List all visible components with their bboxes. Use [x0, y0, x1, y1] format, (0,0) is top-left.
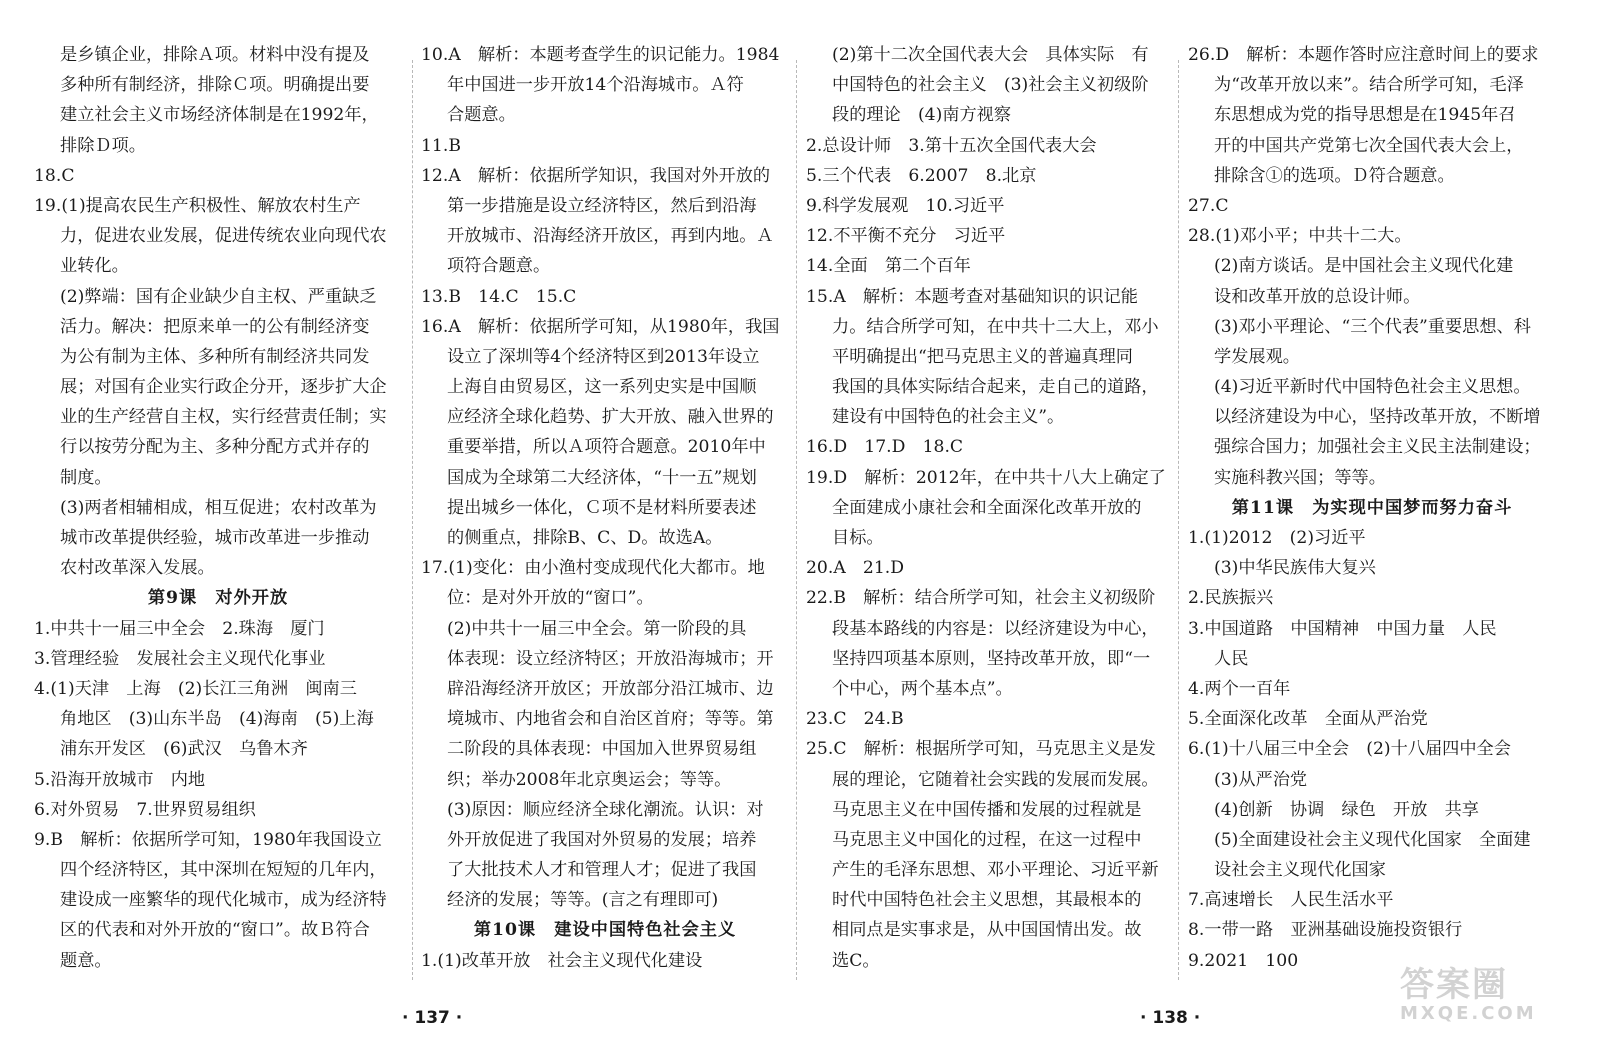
- text-line: 建设成一座繁华的现代化城市，成为经济特: [60, 890, 387, 911]
- page-number-right: · 138 ·: [1140, 1008, 1201, 1028]
- text-line: 3.管理经验 发展社会主义现代化事业: [34, 648, 326, 669]
- text-line: 个中心，两个基本点”。: [832, 678, 1013, 699]
- text-line: 提出城乡一体化，Ｃ项不是材料所要表述: [447, 497, 757, 518]
- text-line: 马克思主义中国化的过程，在这一过程中: [832, 829, 1142, 850]
- text-column-1: [34, 40, 402, 976]
- text-line: 制度。: [60, 467, 112, 488]
- text-line: 相同点是实事求是，从中国国情出发。故: [832, 920, 1142, 941]
- text-line: 重要举措，所以Ａ项符合题意。2010年中: [447, 437, 766, 458]
- text-line: 实施科教兴国；等等。: [1214, 467, 1386, 488]
- text-line: 产生的毛泽东思想、邓小平理论、习近平新: [832, 860, 1159, 881]
- text-line: 17.(1)变化：由小渔村变成现代化大都市。地: [421, 558, 765, 579]
- text-line: 全面建成小康社会和全面深化改革开放的: [832, 497, 1142, 518]
- text-line: 项符合题意。: [447, 256, 551, 277]
- text-line: 19.D 解析：2012年，在中共十八大上确定了: [806, 467, 1166, 488]
- text-line: 中国特色的社会主义 (3)社会主义初级阶: [832, 75, 1149, 96]
- text-line: 开的中国共产党第七次全国代表大会上，: [1214, 135, 1524, 156]
- page-number-left: · 137 ·: [402, 1008, 463, 1028]
- text-column-2: [421, 40, 789, 976]
- text-line: 5.三个代表 6.2007 8.北京: [806, 165, 1037, 186]
- text-line: 目标。: [832, 528, 884, 548]
- text-line: 9.B 解析：依据所学可知，1980年我国设立: [34, 829, 382, 850]
- text-line: 坚持四项基本原则，坚持改革开放，即“一: [832, 648, 1151, 669]
- text-line: 设社会主义现代化国家: [1214, 860, 1386, 881]
- text-line: 2.民族振兴: [1188, 588, 1274, 609]
- text-line: 展；对国有企业实行政企分开，逐步扩大企: [60, 377, 387, 398]
- text-line: 3.中国道路 中国精神 中国力量 人民: [1188, 618, 1497, 639]
- text-line: 应经济全球化趋势、扩大开放、融入世界的: [447, 407, 774, 428]
- text-line: 二阶段的具体表现：中国加入世界贸易组: [447, 739, 757, 760]
- text-line: 业转化。: [60, 256, 129, 277]
- text-line: 13.B 14.C 15.C: [421, 286, 577, 307]
- text-line: 上海自由贸易区，这一系列史实是中国顺: [447, 377, 757, 398]
- text-line: 展的理论，它随着社会实践的发展而发展。: [832, 769, 1159, 790]
- text-line: 26.D 解析：本题作答时应注意时间上的要求: [1188, 45, 1539, 65]
- text-line: 辟沿海经济开放区；开放部分沿江城市、边: [447, 678, 774, 699]
- text-line: 10.A 解析：本题考查学生的识记能力。1984: [421, 45, 780, 65]
- text-line: 1.(1)2012 (2)习近平: [1188, 528, 1366, 548]
- text-line: (3)邓小平理论、“三个代表”重要思想、科: [1214, 316, 1531, 337]
- text-line: (2)南方谈话。是中国社会主义现代化建: [1214, 256, 1514, 277]
- column-divider: [796, 60, 797, 980]
- text-line: 外开放促进了我国对外贸易的发展；培养: [447, 829, 757, 850]
- section-heading: 第10课 建设中国特色社会主义: [473, 920, 737, 941]
- text-line: 段基本路线的内容是：以经济建设为中心，: [832, 618, 1159, 639]
- text-line: 23.C 24.B: [806, 709, 904, 730]
- text-line: 9.2021 100: [1188, 950, 1299, 971]
- text-line: 是乡镇企业，排除Ａ项。材料中没有提及: [60, 45, 370, 65]
- text-line: 11.B: [421, 135, 461, 156]
- text-line: 段的理论 (4)南方视察: [832, 105, 1012, 126]
- text-line: 第一步措施是设立经济特区，然后到沿海: [447, 195, 757, 216]
- text-line: 排除Ｄ项。: [60, 135, 146, 156]
- text-line: 境城市、内地省会和自治区首府；等等。第: [447, 709, 774, 730]
- text-line: 5.全面深化改革 全面从严治党: [1188, 709, 1428, 730]
- text-line: 经济的发展；等等。(言之有理即可): [447, 890, 719, 911]
- text-line: 2.总设计师 3.第十五次全国代表大会: [806, 135, 1097, 156]
- text-line: 浦东开发区 (6)武汉 乌鲁木齐: [60, 739, 308, 760]
- text-line: 我国的具体实际结合起来，走自己的道路，: [832, 377, 1159, 398]
- text-line: 四个经济特区，其中深圳在短短的几年内，: [60, 860, 387, 881]
- watermark-text-line2: MXQE.COM: [1400, 1003, 1537, 1024]
- text-line: (4)习近平新时代中国特色社会主义思想。: [1214, 377, 1531, 398]
- text-line: 合题意。: [447, 105, 516, 126]
- text-line: 城市改革提供经验，城市改革进一步推动: [60, 528, 370, 548]
- text-line: 6.对外贸易 7.世界贸易组织: [34, 799, 256, 820]
- text-column-4: [1188, 40, 1556, 976]
- text-line: 排除含①的选项。Ｄ符合题意。: [1214, 165, 1455, 186]
- text-line: (3)中华民族伟大复兴: [1214, 558, 1376, 579]
- text-line: 开放城市、沿海经济开放区，再到内地。Ａ: [447, 226, 774, 247]
- text-line: 织；举办2008年北京奥运会；等等。: [447, 769, 732, 790]
- text-line: 力。结合所学可知，在中共十二大上，邓小: [832, 316, 1159, 337]
- text-line: 18.C: [34, 165, 75, 186]
- column-divider: [412, 60, 413, 980]
- watermark-text-line1: 答案圈: [1400, 965, 1508, 1005]
- text-line: 5.沿海开放城市 内地: [34, 769, 206, 790]
- text-line: 设和改革开放的总设计师。: [1214, 286, 1421, 307]
- text-line: 活力。解决：把原来单一的公有制经济变: [60, 316, 370, 337]
- text-line: 为公有制为主体、多种所有制经济共同发: [60, 346, 370, 367]
- text-line: 27.C: [1188, 195, 1229, 216]
- text-line: 行以按劳分配为主、多种分配方式并存的: [60, 437, 370, 458]
- text-line: (4)创新 协调 绿色 开放 共享: [1214, 799, 1479, 820]
- text-line: 选C。: [832, 950, 880, 971]
- text-line: 马克思主义在中国传播和发展的过程就是: [832, 799, 1142, 820]
- text-line: 为“改革开放以来”。结合所学可知，毛泽: [1214, 75, 1524, 96]
- text-line: 题意。: [60, 950, 112, 971]
- text-line: 角地区 (3)山东半岛 (4)海南 (5)上海: [60, 709, 374, 730]
- text-line: 学发展观。: [1214, 346, 1300, 367]
- text-line: (5)全面建设社会主义现代化国家 全面建: [1214, 829, 1531, 850]
- text-line: 强综合国力；加强社会主义民主法制建设；: [1214, 437, 1541, 458]
- text-line: 1.中共十一届三中全会 2.珠海 厦门: [34, 618, 325, 639]
- text-line: 人民: [1214, 648, 1249, 669]
- text-line: 28.(1)邓小平；中共十二大。: [1188, 226, 1412, 247]
- text-line: 4.两个一百年: [1188, 678, 1291, 699]
- text-line: 体表现：设立经济特区；开放沿海城市；开: [447, 648, 774, 669]
- text-line: (3)原因：顺应经济全球化潮流。认识：对: [447, 799, 764, 820]
- text-line: 6.(1)十八届三中全会 (2)十八届四中全会: [1188, 739, 1511, 760]
- text-line: 设立了深圳等4个经济特区到2013年设立: [447, 346, 760, 367]
- text-line: (2)中共十一届三中全会。第一阶段的具: [447, 618, 747, 639]
- text-line: 7.高速增长 人民生活水平: [1188, 890, 1394, 911]
- text-line: 22.B 解析：结合所学可知，社会主义初级阶: [806, 588, 1156, 609]
- text-line: 力，促进农业发展，促进传统农业向现代农: [60, 226, 387, 247]
- text-line: 16.A 解析：依据所学可知，从1980年，我国: [421, 316, 780, 337]
- text-column-3: [806, 40, 1174, 976]
- text-line: 东思想成为党的指导思想是在1945年召: [1214, 105, 1516, 126]
- text-line: 农村改革深入发展。: [60, 558, 215, 579]
- text-line: (3)两者相辅相成，相互促进；农村改革为: [60, 497, 377, 518]
- section-heading: 第9课 对外开放: [147, 588, 289, 609]
- text-line: 9.科学发展观 10.习近平: [806, 195, 1005, 216]
- text-line: 的侧重点，排除B、C、D。故选A。: [447, 528, 723, 548]
- text-line: 12.A 解析：依据所学知识，我国对外开放的: [421, 165, 771, 186]
- text-line: (2)弊端：国有企业缺少自主权、严重缺乏: [60, 286, 377, 307]
- text-line: 位：是对外开放的“窗口”。: [447, 588, 654, 609]
- text-line: 年中国进一步开放14个沿海城市。Ａ符: [447, 75, 744, 96]
- text-line: 多种所有制经济，排除Ｃ项。明确提出要: [60, 75, 370, 96]
- text-line: 20.A 21.D: [806, 558, 905, 579]
- text-line: 4.(1)天津 上海 (2)长江三角洲 闽南三: [34, 678, 357, 699]
- text-line: 了大批技术人才和管理人才；促进了我国: [447, 860, 757, 881]
- text-line: 15.A 解析：本题考查对基础知识的识记能: [806, 286, 1138, 307]
- text-line: 12.不平衡不充分 习近平: [806, 226, 1006, 247]
- text-line: 建立社会主义市场经济体制是在1992年，: [60, 105, 379, 126]
- watermark-logo: [1400, 967, 1570, 1027]
- text-line: 25.C 解析：根据所学可知，马克思主义是发: [806, 739, 1156, 760]
- text-line: 19.(1)提高农民生产积极性、解放农村生产: [34, 195, 361, 216]
- text-line: 14.全面 第二个百年: [806, 256, 971, 277]
- text-line: 区的代表和对外开放的“窗口”。故Ｂ符合: [60, 920, 370, 941]
- text-line: 业的生产经营自主权，实行经营责任制；实: [60, 407, 387, 428]
- text-line: 建设有中国特色的社会主义”。: [832, 407, 1065, 428]
- text-line: 平明确提出“把马克思主义的普遍真理同: [832, 346, 1133, 367]
- text-line: (2)第十二次全国代表大会 具体实际 有: [832, 45, 1149, 65]
- text-line: 以经济建设为中心，坚持改革开放，不断增: [1214, 407, 1541, 428]
- column-divider: [1178, 60, 1179, 980]
- text-line: 1.(1)改革开放 社会主义现代化建设: [421, 950, 703, 971]
- text-line: 国成为全球第二大经济体，“十一五”规划: [447, 467, 757, 488]
- text-line: 16.D 17.D 18.C: [806, 437, 964, 458]
- text-line: (3)从严治党: [1214, 769, 1308, 790]
- text-line: 8.一带一路 亚洲基础设施投资银行: [1188, 920, 1463, 941]
- section-heading: 第11课 为实现中国梦而努力奋斗: [1231, 497, 1513, 518]
- text-line: 时代中国特色社会主义思想，其最根本的: [832, 890, 1142, 911]
